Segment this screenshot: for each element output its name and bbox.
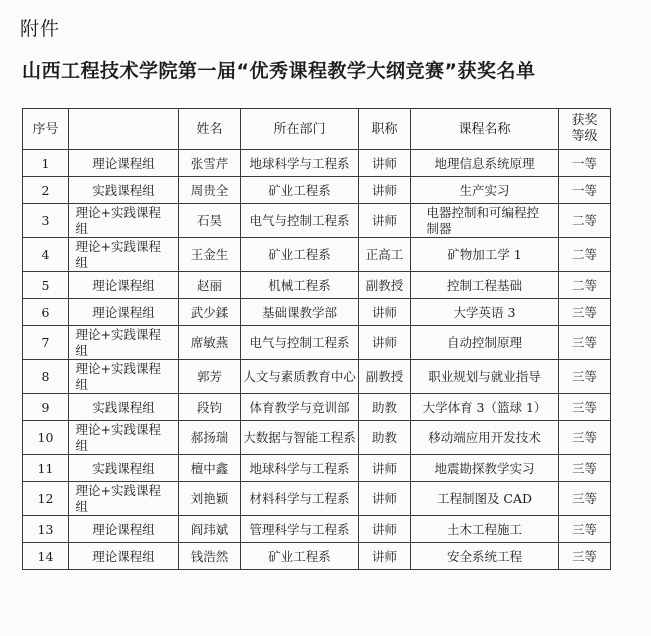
- cell-course: [411, 204, 559, 238]
- cell-course: 自动控制原理: [411, 326, 559, 360]
- cell-title: 助教: [359, 394, 411, 421]
- col-header-title: 职称: [359, 109, 411, 150]
- cell-dept: 地球科学与工程系: [241, 455, 359, 482]
- table-body: [23, 150, 611, 570]
- table-row: [23, 543, 611, 570]
- cell-group: [69, 204, 179, 238]
- cell-group: 实践课程组: [69, 177, 179, 204]
- cell-title: 讲师: [359, 177, 411, 204]
- cell-dept: 机械工程系: [241, 272, 359, 299]
- table-row: [23, 177, 611, 204]
- cell-group: [69, 482, 179, 516]
- cell-group: 理论课程组: [69, 543, 179, 570]
- cell-group: [69, 360, 179, 394]
- cell-no: 10: [23, 421, 69, 455]
- cell-title: 正高工: [359, 238, 411, 272]
- table-header-row: [23, 109, 611, 150]
- cell-no: 6: [23, 299, 69, 326]
- cell-group-text: 理论+实践课程组: [75, 204, 161, 236]
- cell-no: 5: [23, 272, 69, 299]
- cell-title: 讲师: [359, 204, 411, 238]
- cell-title: 讲师: [359, 326, 411, 360]
- table-row: [23, 150, 611, 177]
- cell-level: 三等: [559, 360, 611, 394]
- table-row: [23, 360, 611, 394]
- cell-no: 9: [23, 394, 69, 421]
- cell-group: [69, 421, 179, 455]
- cell-name: 檀中鑫: [179, 455, 241, 482]
- cell-level: 三等: [559, 516, 611, 543]
- table-row: [23, 272, 611, 299]
- cell-group: [69, 238, 179, 272]
- col-header-dept: 所在部门: [241, 109, 359, 150]
- cell-group-text: 理论+实践课程组: [75, 421, 161, 453]
- cell-level: 三等: [559, 421, 611, 455]
- cell-level: 三等: [559, 482, 611, 516]
- cell-name: 郝扬瑞: [179, 421, 241, 455]
- cell-name: 段钧: [179, 394, 241, 421]
- cell-dept: 矿业工程系: [241, 177, 359, 204]
- col-header-course: 课程名称: [411, 109, 559, 150]
- table-row: [23, 394, 611, 421]
- cell-group-text: 理论+实践课程组: [75, 360, 161, 392]
- cell-level: 三等: [559, 543, 611, 570]
- cell-title: 讲师: [359, 543, 411, 570]
- cell-title: 讲师: [359, 516, 411, 543]
- cell-course: 职业规划与就业指导: [411, 360, 559, 394]
- cell-course: 大学体育 3（篮球 1）: [411, 394, 559, 421]
- cell-dept: 基础课教学部: [241, 299, 359, 326]
- cell-level: 二等: [559, 204, 611, 238]
- cell-name: 张雪芹: [179, 150, 241, 177]
- cell-course: 生产实习: [411, 177, 559, 204]
- cell-title: 讲师: [359, 299, 411, 326]
- col-header-level: 获奖等级: [559, 109, 611, 150]
- cell-course: 安全系统工程: [411, 543, 559, 570]
- cell-name: 赵丽: [179, 272, 241, 299]
- cell-group-text: 理论+实践课程组: [75, 482, 161, 514]
- cell-title: 副教授: [359, 272, 411, 299]
- cell-no: 7: [23, 326, 69, 360]
- cell-dept: 人文与素质教育中心: [241, 360, 359, 394]
- cell-dept: 体育教学与竞训部: [241, 394, 359, 421]
- cell-course-text: 电器控制和可编程控制器: [426, 204, 540, 236]
- cell-course: 地理信息系统原理: [411, 150, 559, 177]
- cell-level: 一等: [559, 150, 611, 177]
- cell-name: 席敏燕: [179, 326, 241, 360]
- cell-level: 二等: [559, 238, 611, 272]
- cell-dept: 矿业工程系: [241, 543, 359, 570]
- table-row: [23, 455, 611, 482]
- cell-course: 地震勘探教学实习: [411, 455, 559, 482]
- cell-level: 三等: [559, 299, 611, 326]
- cell-group: [69, 326, 179, 360]
- document-title: 山西工程技术学院第一届“优秀课程教学大纲竞赛”获奖名单: [22, 60, 536, 82]
- cell-course: 工程制图及 CAD: [411, 482, 559, 516]
- table-row: [23, 238, 611, 272]
- cell-group-text: 理论+实践课程组: [75, 326, 161, 358]
- award-table: [22, 108, 611, 570]
- cell-group: 理论课程组: [69, 272, 179, 299]
- table-row: [23, 299, 611, 326]
- attachment-label: 附件: [20, 18, 61, 40]
- col-header-no: 序号: [23, 109, 69, 150]
- cell-course: 控制工程基础: [411, 272, 559, 299]
- cell-group-text: 理论+实践课程组: [75, 238, 161, 270]
- cell-no: 8: [23, 360, 69, 394]
- cell-dept: 地球科学与工程系: [241, 150, 359, 177]
- table-row: [23, 516, 611, 543]
- cell-level: 三等: [559, 455, 611, 482]
- cell-title: 讲师: [359, 482, 411, 516]
- cell-course: 矿物加工学 1: [411, 238, 559, 272]
- cell-level: 三等: [559, 394, 611, 421]
- cell-title: 助教: [359, 421, 411, 455]
- cell-dept: 管理科学与工程系: [241, 516, 359, 543]
- cell-no: 11: [23, 455, 69, 482]
- cell-no: 14: [23, 543, 69, 570]
- col-header-group: [69, 109, 179, 150]
- cell-level: 二等: [559, 272, 611, 299]
- cell-group: 实践课程组: [69, 394, 179, 421]
- cell-name: 钱浩然: [179, 543, 241, 570]
- cell-name: 郭芳: [179, 360, 241, 394]
- cell-course: 土木工程施工: [411, 516, 559, 543]
- cell-no: 3: [23, 204, 69, 238]
- cell-group: 实践课程组: [69, 455, 179, 482]
- cell-level: 三等: [559, 326, 611, 360]
- cell-no: 12: [23, 482, 69, 516]
- cell-name: 王金生: [179, 238, 241, 272]
- cell-no: 4: [23, 238, 69, 272]
- cell-group: 理论课程组: [69, 150, 179, 177]
- cell-name: 刘艳颖: [179, 482, 241, 516]
- cell-name: 周贵全: [179, 177, 241, 204]
- cell-level: 一等: [559, 177, 611, 204]
- cell-title: 讲师: [359, 455, 411, 482]
- cell-course: 移动端应用开发技术: [411, 421, 559, 455]
- cell-dept: 大数据与智能工程系: [241, 421, 359, 455]
- table-row: [23, 326, 611, 360]
- cell-group: 理论课程组: [69, 299, 179, 326]
- cell-title: 讲师: [359, 150, 411, 177]
- cell-dept: 矿业工程系: [241, 238, 359, 272]
- table-row: [23, 204, 611, 238]
- cell-course: 大学英语 3: [411, 299, 559, 326]
- table-row: [23, 482, 611, 516]
- cell-name: 石昊: [179, 204, 241, 238]
- cell-dept: 材料科学与工程系: [241, 482, 359, 516]
- cell-name: 阎玮斌: [179, 516, 241, 543]
- cell-title: 副教授: [359, 360, 411, 394]
- cell-no: 13: [23, 516, 69, 543]
- cell-name: 武少鍒: [179, 299, 241, 326]
- cell-group: 理论课程组: [69, 516, 179, 543]
- cell-no: 2: [23, 177, 69, 204]
- cell-dept: 电气与控制工程系: [241, 204, 359, 238]
- cell-dept: 电气与控制工程系: [241, 326, 359, 360]
- table-row: [23, 421, 611, 455]
- col-header-name: 姓名: [179, 109, 241, 150]
- cell-no: 1: [23, 150, 69, 177]
